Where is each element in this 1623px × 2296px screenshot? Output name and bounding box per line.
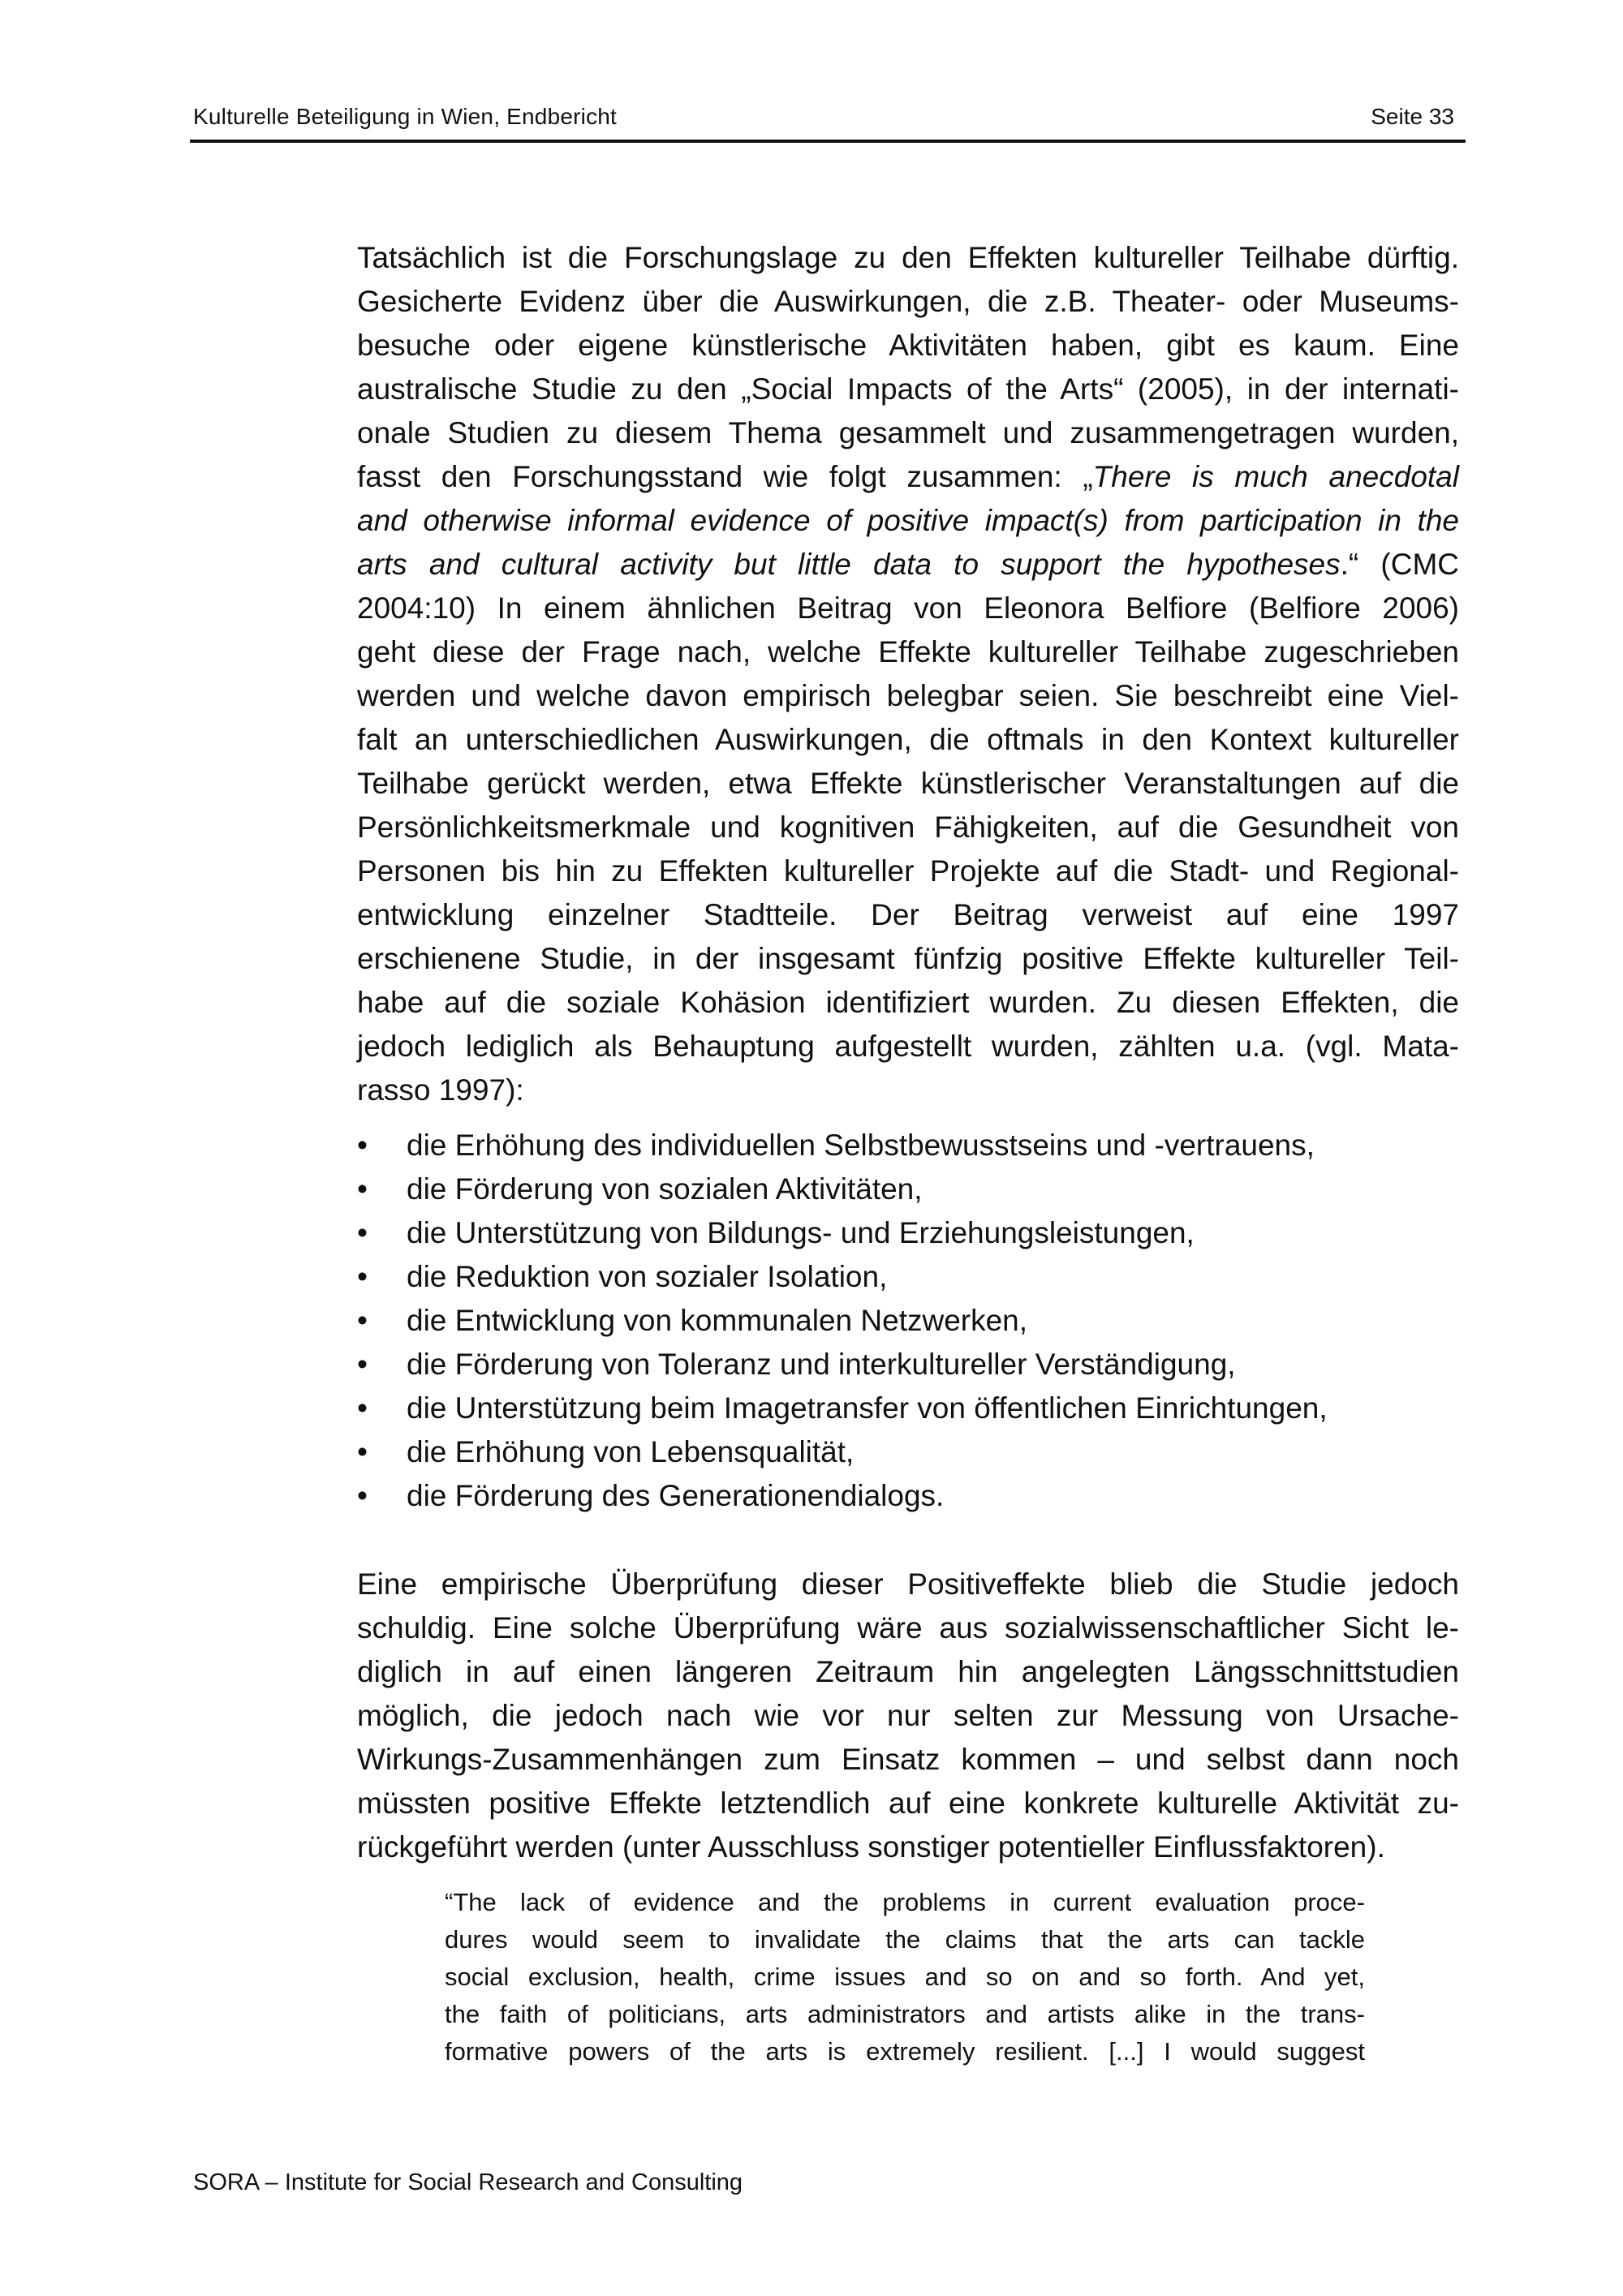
- text-line: [357, 499, 1459, 543]
- bullet-icon: •: [357, 1391, 368, 1425]
- text-line: jedoch lediglich als Behauptung aufgestellt wurden, zählten u.a. (vgl. Mata-: [357, 1030, 1459, 1063]
- block-quote: [445, 1884, 1365, 2070]
- bullet-icon: •: [357, 1348, 368, 1381]
- text-line: falt an unterschiedlichen Auswirkungen, die oftmals in den Kontext kultureller: [357, 723, 1459, 756]
- paragraph-empirical-review: [357, 1563, 1459, 1869]
- quote-line: formative powers of the arts is extremely resilient. [...] I would suggest: [445, 2037, 1365, 2066]
- quoted-text: and otherwise informal evidence of positive impact(s) from participation in the: [357, 504, 1459, 537]
- list-item-text: die Entwicklung von kommunalen Netzwerken,: [407, 1304, 1028, 1337]
- list-item-text: die Unterstützung beim Imagetransfer von öffentlichen Einrichtungen,: [407, 1391, 1328, 1425]
- text-line: müssten positive Effekte letztendlich auf eine konkrete kulturelle Aktivität zu-: [357, 1786, 1459, 1820]
- list-item: [357, 1387, 1459, 1430]
- text-line: 2004:10) In einem ähnlichen Beitrag von Eleonora Belfiore (Belfiore 2006): [357, 591, 1459, 625]
- bullet-icon: •: [357, 1260, 368, 1293]
- quote-line: “The lack of evidence and the problems in current evaluation proce-: [445, 1888, 1365, 1916]
- effects-bullet-list: [357, 1124, 1459, 1518]
- page-number: Seite 33: [1371, 104, 1454, 129]
- text-line: habe auf die soziale Kohäsion identifiziert wurden. Zu diesen Effekten, die: [357, 986, 1459, 1019]
- list-item: [357, 1124, 1459, 1167]
- bullet-icon: •: [357, 1172, 368, 1206]
- list-item: [357, 1474, 1459, 1518]
- text-line: australische Studie zu den „Social Impacts of the Arts“ (2005), in der internati-: [357, 372, 1459, 406]
- text-line: Eine empirische Überprüfung dieser Positiveffekte blieb die Studie jedoch: [357, 1567, 1459, 1601]
- text-line: Personen bis hin zu Effekten kultureller Projekte auf die Stadt- und Regional-: [357, 854, 1459, 888]
- list-item: [357, 1299, 1459, 1343]
- list-item-text: die Erhöhung von Lebensqualität,: [407, 1435, 855, 1468]
- list-item: [357, 1167, 1459, 1211]
- text-line: möglich, die jedoch nach wie vor nur selten zur Messung von Ursache-: [357, 1699, 1459, 1732]
- text-line: erschienene Studie, in der insgesamt fünfzig positive Effekte kultureller Teil-: [357, 942, 1459, 975]
- text-line: Persönlichkeitsmerkmale und kognitiven Fähigkeiten, auf die Gesundheit von: [357, 810, 1459, 844]
- page-header: [190, 104, 1466, 143]
- list-item-text: die Förderung von Toleranz und interkultureller Verständigung,: [407, 1348, 1236, 1381]
- text-line: onale Studien zu diesem Thema gesammelt und zusammengetragen wurden,: [357, 416, 1459, 449]
- text-line: Gesicherte Evidenz über die Auswirkungen, die z.B. Theater- oder Museums-: [357, 285, 1459, 318]
- quoted-text: There is much anecdotal: [1092, 460, 1459, 493]
- list-item-text: die Förderung des Generationendialogs.: [407, 1479, 945, 1512]
- text-line: werden und welche davon empirisch belegbar seien. Sie beschreibt eine Viel-: [357, 679, 1459, 712]
- text-line: rasso 1997):: [357, 1073, 524, 1107]
- text-line: geht diese der Frage nach, welche Effekte kultureller Teilhabe zugeschrieben: [357, 635, 1459, 669]
- quoted-text: arts and cultural activity but little data to support the hypotheses: [357, 548, 1341, 581]
- list-item-text: die Erhöhung des individuellen Selbstbewusstseins und -vertrauens,: [407, 1129, 1315, 1162]
- text-line: Tatsächlich ist die Forschungslage zu den Effekten kultureller Teilhabe dürftig.: [357, 241, 1459, 274]
- quote-line: dures would seem to invalidate the claims that the arts can tackle: [445, 1925, 1365, 1954]
- text-line: besuche oder eigene künstlerische Aktivitäten haben, gibt es kaum. Eine: [357, 329, 1459, 362]
- list-item-text: die Unterstützung von Bildungs- und Erziehungsleistungen,: [407, 1216, 1195, 1249]
- text-line: Wirkungs-Zusammenhängen zum Einsatz kommen – und selbst dann noch: [357, 1743, 1459, 1776]
- page-footer: SORA – Institute for Social Research and Consulting: [193, 2169, 743, 2195]
- paragraph-intro: [357, 236, 1459, 1112]
- bullet-icon: •: [357, 1216, 368, 1249]
- text-line: diglich in auf einen längeren Zeitraum hin angelegten Längsschnittstudien: [357, 1655, 1459, 1688]
- text-line: arts and cultural activity but little data to support the hypotheses.“ (CMC: [357, 548, 1459, 581]
- text-line: fasst den Forschungsstand wie folgt zusammen: „There is much anecdotal: [357, 460, 1459, 493]
- document-title: Kulturelle Beteiligung in Wien, Endbericht: [193, 104, 618, 129]
- bullet-icon: •: [357, 1304, 368, 1337]
- quote-line: social exclusion, health, crime issues and so on and so forth. And yet,: [445, 1963, 1365, 1991]
- bullet-icon: •: [357, 1129, 368, 1162]
- bullet-icon: •: [357, 1479, 368, 1512]
- list-item: [357, 1430, 1459, 1474]
- list-item: [357, 1255, 1459, 1299]
- list-item-text: die Förderung von sozialen Aktivitäten,: [407, 1172, 923, 1206]
- list-item-text: die Reduktion von sozialer Isolation,: [407, 1260, 888, 1293]
- text-line: rückgeführt werden (unter Ausschluss sonstiger potentieller Einflussfaktoren).: [357, 1830, 1385, 1864]
- text-line: schuldig. Eine solche Überprüfung wäre aus sozialwissenschaftlicher Sicht le-: [357, 1611, 1459, 1645]
- list-item: [357, 1211, 1459, 1255]
- text-line: entwicklung einzelner Stadtteile. Der Beitrag verweist auf eine 1997: [357, 898, 1459, 931]
- text-line: Teilhabe gerückt werden, etwa Effekte künstlerischer Veranstaltungen auf die: [357, 767, 1459, 800]
- list-item: [357, 1343, 1459, 1387]
- quote-line: the faith of politicians, arts administrators and artists alike in the trans-: [445, 2000, 1365, 2028]
- bullet-icon: •: [357, 1435, 368, 1468]
